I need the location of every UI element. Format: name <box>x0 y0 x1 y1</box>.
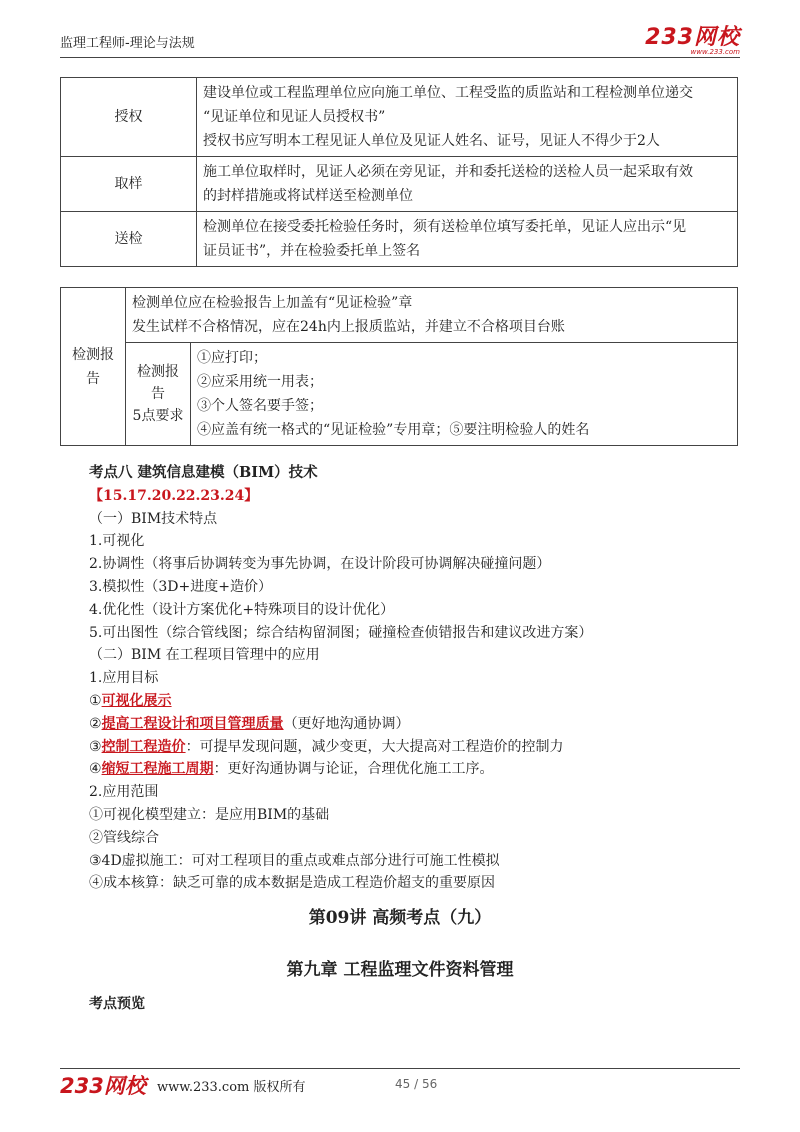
list-item: 5.可出图性（综合管线图；综合结构留洞图；碰撞检查侦错报告和建议改进方案） <box>89 624 593 641</box>
text-line: 发生试样不合格情况，应在24h内上报质监站，并建立不合格项目台账 <box>132 319 565 335</box>
text-line: ③个人签名要手签； <box>197 398 323 414</box>
row-content <box>191 343 738 446</box>
row-content <box>197 212 738 267</box>
list-item <box>89 690 729 713</box>
text-line: 的封样措施或将试样送至检测单位 <box>203 188 413 204</box>
list-item: ③4D虚拟施工：可对工程项目的重点或难点部分进行可施工性模拟 <box>89 852 500 869</box>
row-label <box>61 288 126 446</box>
row-content <box>197 157 738 212</box>
text-line: 检测报 <box>72 346 114 363</box>
key-phrase: 提高工程设计和项目管理质量 <box>101 715 284 732</box>
list-item <box>89 736 729 759</box>
list-item: ②管线综合 <box>89 829 159 846</box>
item-text: ：更好沟通协调与论证，合理优化施工工序。 <box>213 761 494 778</box>
key-phrase: 可视化展示 <box>101 692 172 709</box>
text-line: ④应盖有统一格式的“见证检验”专用章；⑤要注明检验人的姓名 <box>197 422 590 438</box>
key-phrase: 缩短工程施工周期 <box>101 761 214 778</box>
text-line: 告 <box>151 386 165 402</box>
table-row <box>61 343 738 446</box>
section-bim <box>89 462 729 895</box>
text-line: ②应采用统一用表； <box>197 374 323 390</box>
chapter-title: 第九章 工程监理文件资料管理 <box>286 960 514 980</box>
row-content <box>197 78 738 157</box>
list-item: 2.协调性（将事后协调转变为事先协调，在设计阶段可协调解决碰撞问题） <box>89 556 551 573</box>
item-number: ① <box>89 692 102 709</box>
table-row <box>61 288 738 343</box>
list-item: ④成本核算：缺乏可靠的成本数据是造成工程造价超支的重要原因 <box>89 875 495 892</box>
item-number: ③ <box>89 738 102 755</box>
exam-years: 【15.17.20.22.23.24】 <box>89 487 259 504</box>
subsection-title: （一）BIM技术特点 <box>89 510 218 527</box>
list-item: ①可视化模型建立：是应用BIM的基础 <box>89 806 330 823</box>
text-line: 检测报 <box>137 364 179 380</box>
footer-divider <box>60 1068 740 1069</box>
header-divider <box>60 57 740 58</box>
text-line: 证员证书”，并在检验委托单上签名 <box>203 243 421 259</box>
list-item: 3.模拟性（3D+进度+造价） <box>89 578 272 595</box>
row-label: 送检 <box>61 212 197 267</box>
footer-logo: 233网校 <box>60 1074 146 1098</box>
row-label: 取样 <box>61 157 197 212</box>
item-number: ② <box>89 715 102 732</box>
list-title: 2.应用范围 <box>89 784 159 801</box>
logo-url: www.233.com <box>690 48 740 56</box>
row-label: 授权 <box>61 78 197 157</box>
page-number: 45 / 56 <box>395 1077 438 1091</box>
table-row <box>61 78 738 157</box>
page-footer <box>60 1070 740 1100</box>
text-line: 告 <box>86 370 100 387</box>
item-text: ：可提早发现问题，减少变更，大大提高对工程造价的控制力 <box>185 738 564 755</box>
text-line: “见证单位和见证人员授权书” <box>203 109 386 125</box>
text-line: 检测单位应在检验报告上加盖有“见证检验”章 <box>132 295 413 311</box>
text-line: 施工单位取样时，见证人必须在旁见证，并和委托送检的送检人员一起采取有效 <box>203 164 693 180</box>
lecture-title: 第09讲 高频考点（九） <box>308 908 492 928</box>
list-item <box>89 758 729 781</box>
subsection-title: （二）BIM 在工程项目管理中的应用 <box>89 647 320 664</box>
page-header <box>60 20 740 54</box>
row-content <box>126 288 738 343</box>
witness-procedure-table <box>60 77 738 267</box>
table-row <box>61 212 738 267</box>
document-title: 监理工程师-理论与法规 <box>60 36 195 51</box>
text-line: 建设单位或工程监理单位应向施工单位、工程受监的质监站和工程检测单位递交 <box>203 85 693 101</box>
text-line: 授权书应写明本工程见证人单位及见证人姓名、证号，见证人不得少于2人 <box>203 133 660 149</box>
text-line: 5点要求 <box>132 408 184 424</box>
key-phrase: 控制工程造价 <box>101 738 186 755</box>
section-heading: 考点八 建筑信息建模（BIM）技术 <box>89 464 318 481</box>
sub-label <box>126 343 191 446</box>
preview-label: 考点预览 <box>89 996 145 1012</box>
text-line: ①应打印； <box>197 350 267 366</box>
item-text: （更好地沟通协调） <box>283 715 410 732</box>
table-row <box>61 157 738 212</box>
logo-text: 233网校 <box>645 25 740 50</box>
list-item: 4.优化性（设计方案优化+特殊项目的设计优化） <box>89 601 395 618</box>
list-item <box>89 713 729 736</box>
copyright-text: www.233.com 版权所有 <box>157 1080 306 1095</box>
list-title: 1.应用目标 <box>89 670 159 687</box>
test-report-table <box>60 287 738 446</box>
item-number: ④ <box>89 761 102 778</box>
list-item: 1.可视化 <box>89 533 145 550</box>
brand-logo <box>645 20 740 56</box>
text-line: 检测单位在接受委托检验任务时，须有送检单位填写委托单，见证人应出示“见 <box>203 219 687 235</box>
